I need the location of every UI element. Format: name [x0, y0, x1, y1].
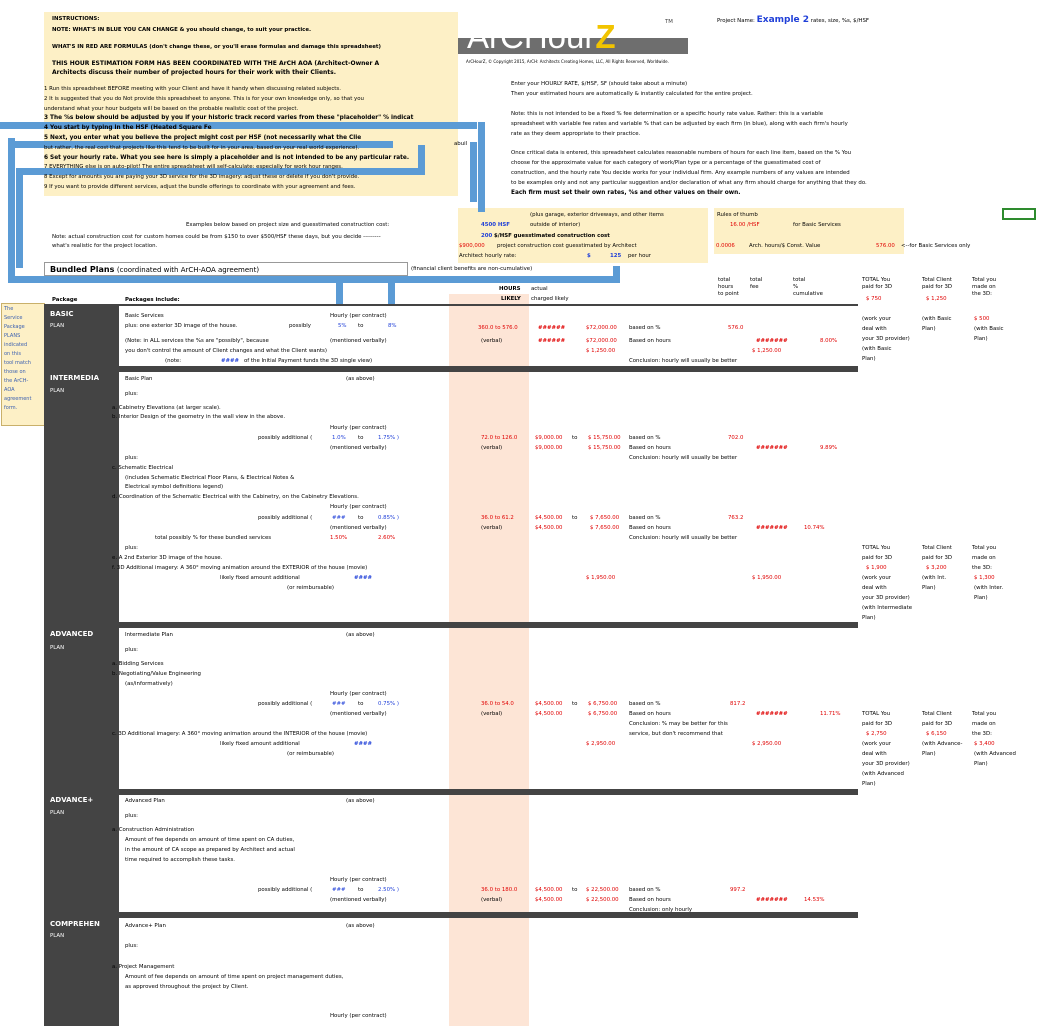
- intermediate-label-bg: [44, 372, 119, 622]
- intermediate-client-line: (with Int.: [922, 575, 947, 581]
- intermediate-made-line: Plan): [974, 595, 988, 601]
- intermediate-item-d: d. Coordination of the Schematic Electrical with the Cabinetry, on the Cabinetry Elevations.: [112, 494, 359, 500]
- intermediate-fee1c: $9,000.00: [535, 445, 563, 451]
- advanceplus-fee-c: $4,500.00: [535, 897, 563, 903]
- advanceplus-possibly: possibly additional (: [258, 887, 313, 893]
- col-hours: HOURS: [499, 286, 521, 292]
- instruction-step: 9 If you want to provide different services, adjust the bundle offerings to coordinate with your agreement and fees.: [44, 184, 356, 190]
- advanced-based-hours: Based on hours: [629, 711, 671, 717]
- intermediate-made-line: (with Inter.: [974, 585, 1004, 591]
- basic-services: Basic Services: [125, 313, 164, 319]
- basic-made: $ 500: [974, 316, 990, 322]
- advanceplus-name: ADVANCE+: [50, 796, 94, 804]
- intermediate-made: $ 1,300: [974, 575, 995, 581]
- intermediate-fee2d: $ 7,650.00: [590, 525, 620, 531]
- basic-based-pct: based on %: [629, 325, 661, 331]
- intermediate-verbal: (verbal): [481, 445, 503, 451]
- intermediate-fee-3d-total: $ 1,950.00: [752, 575, 782, 581]
- intermediate-item-c2: (includes Schematic Electrical Floor Plans, & Electrical Notes &: [125, 475, 295, 481]
- advanced-possibly: possibly additional (: [258, 701, 313, 707]
- bundled-title: Bundled Plans (coordinated with ArCH-AOA agreement): [50, 265, 260, 274]
- advanced-name: ADVANCED: [50, 630, 94, 638]
- intermediate-total-possibly: total possibly % for these bundled services: [155, 535, 272, 541]
- right-note-line: Each firm must set their own rates, %s and other values on their own.: [511, 189, 741, 196]
- adv-col-client0: Total Client: [922, 711, 952, 717]
- basic-work-line: deal with: [862, 326, 887, 332]
- comprehensive-name: COMPREHEN: [50, 920, 100, 928]
- col-charged: charged likely: [531, 296, 569, 302]
- plus-garage: (plus garage, exterior driveways, and other items: [530, 212, 664, 218]
- ratio-label: Arch. hours/$ Const. Value: [749, 243, 821, 249]
- comprehensive-item-a: a. Project Management: [112, 964, 175, 970]
- intermediate-fee-3d: $ 1,950.00: [586, 575, 616, 581]
- intermediate-based-hours2: Based on hours: [629, 525, 671, 531]
- basic-fee2: $72,000.00: [586, 338, 617, 344]
- advanced-fee-to: to: [572, 701, 578, 707]
- instructions-note-blue: NOTE: WHAT'S IN BLUE YOU CAN CHANGE & you should change, to suit your practice.: [52, 27, 312, 33]
- hourly-dollar: $: [587, 253, 591, 259]
- advanceplus-mentioned: (mentioned verbally): [330, 897, 387, 903]
- intermediate-work-line: (work your: [862, 575, 891, 581]
- intermediate-based-hours: Based on hours: [629, 445, 671, 451]
- cost-psf-input[interactable]: 200 $/HSF guesstimated construction cost: [481, 233, 610, 239]
- basic-note-text: of the Initial Payment funds the 3D single view): [244, 358, 373, 364]
- intermediate-to: to: [358, 435, 364, 441]
- advanced-item-c: c. 3D Additional imagery: A 360° moving animation around the INTERIOR of the house (movie): [112, 731, 368, 737]
- sidebar-note-line: Service: [4, 315, 23, 321]
- intermediate-pct2-low[interactable]: ###: [332, 515, 346, 521]
- estimator-label: architectural hour estimator: [728, 42, 855, 52]
- advanced-hash4: ####: [354, 741, 373, 747]
- adv-col-made0: Total you: [972, 711, 997, 717]
- right-note-line: Then your estimated hours are automatically & instantly calculated for the entire project.: [511, 90, 753, 97]
- advanced-item-b2: (as/informatively): [125, 681, 173, 687]
- col-total-fee: total fee: [750, 277, 763, 290]
- advanceplus-to: to: [358, 887, 364, 893]
- intermediate-work-line: deal with: [862, 585, 887, 591]
- instruction-step: 7 EVERYTHING else is on auto-pilot! The entire spreadsheet will self-calculate: especially for work hour ranges.: [44, 164, 343, 171]
- advanceplus-fee-b: $ 22,500.00: [586, 887, 619, 893]
- int-col-paid1: paid for 3D: [862, 555, 893, 561]
- intermediate-fee2a: $4,500.00: [535, 515, 563, 521]
- intermediate-hours1: 72.0 to 126.0: [481, 435, 518, 441]
- intermediate-tp-high: 2.60%: [378, 535, 396, 541]
- intermediate-pct1-low[interactable]: 1.0%: [332, 435, 346, 441]
- intermediate-hours2: 36.0 to 61.2: [481, 515, 514, 521]
- intermediate-work-line: (with Intermediate: [862, 605, 913, 611]
- intermediate-reimbursable: (or reimbursable): [287, 585, 334, 591]
- intermediate-total-hours2: 763.2: [728, 515, 744, 521]
- comprehensive-desc-line: Amount of fee depends on amount of time spent on project management duties,: [125, 974, 344, 980]
- advanceplus-total-hours: 997.2: [730, 887, 746, 893]
- basic-verbal: (verbal): [481, 338, 503, 344]
- basic-total-hash: #######: [756, 338, 788, 344]
- basic-hours-label: <--for Basic Services only: [901, 243, 971, 249]
- sidebar-note-line: tool match: [4, 360, 31, 366]
- sidebar-note-line: indicated: [4, 342, 28, 348]
- instruction-step: but rather, the real cost that projects like this tend to be built for in your area, based on your real world experience).: [44, 144, 360, 151]
- sidebar-note-line: on this: [4, 351, 21, 357]
- comprehensive-prev: Advance+ Plan: [125, 923, 166, 929]
- advanced-client-line: (with Advance-: [922, 741, 963, 747]
- basic-note-control: you don't control the amount of Client changes and what the Client wants): [125, 348, 327, 354]
- intermediate-pct2-high[interactable]: 0.85% ): [378, 515, 399, 521]
- intermediate-fee1a: $9,000.00: [535, 435, 563, 441]
- advanceplus-desc-line: time required to accomplish these tasks.: [125, 857, 236, 863]
- advanced-as-above: (as above): [346, 632, 375, 638]
- intermediate-hash4: ####: [354, 575, 373, 581]
- basic-conclusion: Conclusion: hourly will usually be better: [629, 358, 738, 364]
- instruction-step: 1 Run this spreadsheet BEFORE meeting with your Client and have it handy when discussing related subjects.: [44, 86, 341, 92]
- advanceplus-plan: PLAN: [50, 810, 65, 816]
- advanced-item-b: b. Negotiating/Value Engineering: [112, 671, 201, 677]
- right-note-line: Once critical data is entered, this spreadsheet calculates reasonable numbers of hours for each line item, based on the % You: [511, 150, 852, 157]
- intermediate-fee1d: $ 15,750.00: [588, 445, 621, 451]
- total-cost-label: project construction cost guesstimated by Architect: [497, 243, 637, 249]
- advanceplus-desc-line: in the amount of CA scope as prepared by Architect and actual: [125, 847, 295, 853]
- basic-note-hashes: ####: [221, 358, 240, 364]
- sidebar-note-line: PLANS: [4, 333, 21, 339]
- comprehensive-desc-line: as approved throughout the project by Client.: [125, 984, 249, 990]
- intermediate-total-hours1: 702.0: [728, 435, 744, 441]
- basic-fee3: $ 1,250.00: [586, 348, 616, 354]
- advanced-paid: $ 2,750: [866, 731, 887, 737]
- basic-work-line: your 3D provider): [862, 336, 910, 342]
- advanceplus-prev: Advanced Plan: [125, 798, 165, 804]
- advanced-hourly: Hourly (per contract): [330, 691, 387, 697]
- basic-hours-value: 576.00: [876, 243, 895, 249]
- advanced-pct-low[interactable]: ###: [332, 701, 346, 707]
- intermediate-total-pct1: 9.89%: [820, 445, 838, 451]
- comprehensive-plan: PLAN: [50, 933, 65, 939]
- advanceplus-pct-high[interactable]: 2.50% ): [378, 887, 399, 893]
- intermediate-verbal2: (verbal): [481, 525, 503, 531]
- advanceplus-total-hash: #######: [756, 897, 788, 903]
- advanced-label-bg: [44, 628, 119, 790]
- intermediate-as-above: (as above): [346, 376, 375, 382]
- advanced-conclusion1: Conclusion: % may be better for this: [629, 721, 728, 727]
- advanced-total-hash: #######: [756, 711, 788, 717]
- intermediate-item-c: c. Schematic Electrical: [112, 465, 174, 471]
- right-note-line: construction, and the hourly rate You decide works for your individual firm. Any example numbers of any values are intended: [511, 170, 850, 177]
- note-cost2: what's realistic for the project location.: [52, 243, 158, 249]
- outside-interior: outside of interior): [530, 222, 581, 228]
- advanced-reimbursable: (or reimbursable): [287, 751, 334, 757]
- adv-col-made1: made on: [972, 721, 996, 727]
- step5-suffix: abuil: [454, 141, 468, 147]
- advanced-fee-3d-total: $ 2,950.00: [752, 741, 782, 747]
- intermediate-mentioned2: (mentioned verbally): [330, 525, 387, 531]
- intermediate-item-a: a. Cabinetry Elevations (at larger scale).: [112, 405, 221, 411]
- int-col-paid0: TOTAL You: [862, 545, 891, 551]
- total-cost: $900,000: [459, 243, 485, 249]
- advanced-plan: PLAN: [50, 645, 65, 651]
- advanced-based-pct: based on %: [629, 701, 661, 707]
- basic-plus: plus: one exterior 3D image of the house.: [125, 323, 238, 329]
- intermediate-fee2c: $4,500.00: [535, 525, 563, 531]
- selected-cell[interactable]: [1002, 208, 1036, 220]
- instruction-step: 8 Except for amounts you are paying your 3D service for the 3D imagery: adjust these or delete if you don't provide.: [44, 174, 360, 181]
- intermediate-client-line: Plan): [922, 585, 936, 591]
- basic-client-line: (with Basic: [922, 316, 952, 322]
- intermediate-possibly2: possibly additional (: [258, 515, 313, 521]
- intermediate-likely-fixed: likely fixed amount additional: [220, 575, 300, 581]
- coordinated-line2: Architects discuss their number of projected hours for their work with their Clients.: [52, 69, 337, 76]
- advanceplus-fee-d: $ 22,500.00: [586, 897, 619, 903]
- intermediate-plus3: plus:: [125, 545, 138, 551]
- advanceplus-fee-to: to: [572, 887, 578, 893]
- advanced-total-pct: 11.71%: [820, 711, 841, 717]
- logo-wordmark: ArCHourZ: [467, 18, 616, 55]
- sidebar-note-line: Package: [4, 324, 25, 330]
- advanceplus-pct-low[interactable]: ###: [332, 887, 346, 893]
- basic-total-fee: $ 1,250.00: [752, 348, 782, 354]
- comprehensive-plus: plus:: [125, 943, 138, 949]
- advanced-work-line: your 3D provider): [862, 761, 910, 767]
- sidebar-note-line: agreement: [4, 396, 32, 402]
- adv-col-paid1: paid for 3D: [862, 721, 893, 727]
- instruction-step: 2 It is suggested that you do Not provide this spreadsheet to anyone. This is for your own knowledge only, so that you: [44, 95, 364, 102]
- advanceplus-hourly: Hourly (per contract): [330, 877, 387, 883]
- advanced-conclusion2: service, but don't recommend that: [629, 731, 723, 737]
- right-note-line: rate as they deem appropriate to their practice.: [511, 130, 641, 137]
- basic-hours-range: 360.0 to 576.0: [478, 325, 518, 331]
- intermediate-work-line: your 3D provider): [862, 595, 910, 601]
- sidebar-note-line: the ArCH-: [4, 378, 29, 384]
- intermediate-hourly: Hourly (per contract): [330, 425, 387, 431]
- int-col-made1: made on: [972, 555, 996, 561]
- examples-text: Examples below based on project size and guesstimated construction cost:: [186, 222, 390, 228]
- advanced-fee-3d: $ 2,950.00: [586, 741, 616, 747]
- intermediate-item-e: e. A 2nd Exterior 3D image of the house.: [112, 555, 223, 561]
- basic-work-line: Plan): [862, 356, 876, 362]
- advanced-plus: plus:: [125, 647, 138, 653]
- advanced-made-line: Plan): [974, 761, 988, 767]
- instruction-step: understand what your hour budgets will be based on the probable realistic cost of the project.: [44, 105, 299, 112]
- sidebar-note-line: AOA: [4, 387, 15, 393]
- instruction-step: 5 Next, you enter what you believe the project might cost per HSF (not necessarily what the Clie: [44, 135, 362, 141]
- int-col-client0: Total Client: [922, 545, 952, 551]
- intermediate-item-b: b. Interior Design of the geometry in the wall view in the above.: [112, 414, 286, 420]
- basic-note-all: (Note: in ALL services the %s are "possibly", because: [125, 338, 269, 344]
- advanced-client-line: Plan): [922, 751, 936, 757]
- advanced-prev: Intermediate Plan: [125, 632, 173, 638]
- comprehensive-hourly: Hourly (per contract): [330, 1013, 387, 1019]
- instructions-title: INSTRUCTIONS:: [52, 16, 100, 22]
- intermediate-fee1b: $ 15,750.00: [588, 435, 621, 441]
- basic-fee1: $72,000.00: [586, 325, 617, 331]
- basic-possibly: possibly: [289, 323, 311, 329]
- copyright: ArCHourZ, © Copyright 2015, ArCH: Architects Creating Homes, LLC, All Rights Reserved, Worldwide.: [466, 59, 669, 64]
- basic-client: $ 1,250: [926, 296, 947, 302]
- intermediate-plus2: plus:: [125, 455, 138, 461]
- advanced-client: $ 6,150: [926, 731, 947, 737]
- advanced-verbal: (verbal): [481, 711, 503, 717]
- advanced-item-a: a. Bidding Services: [112, 661, 164, 667]
- intermediate-pct1-high[interactable]: 1.75% ): [378, 435, 399, 441]
- advanced-work-line: Plan): [862, 781, 876, 787]
- intermediate-conclusion1: Conclusion: hourly will usually be better: [629, 455, 738, 461]
- basic-made-line: (with Basic: [974, 326, 1004, 332]
- intermediate-total-hash1: #######: [756, 445, 788, 451]
- financial-note: (financial client benefits are non-cumulative): [411, 266, 533, 272]
- rules-label: Rules of thumb: [717, 212, 758, 218]
- basic-pct-low[interactable]: 5%: [338, 323, 347, 329]
- basic-plan: PLAN: [50, 323, 65, 329]
- int-col-client1: paid for 3D: [922, 555, 953, 561]
- sidebar-note-line: those on: [4, 369, 26, 375]
- advanceplus-total-pct: 14.53%: [804, 897, 825, 903]
- col-total-made: Total you made on the 3D:: [972, 277, 997, 297]
- intermediate-fee-to: to: [572, 435, 578, 441]
- advanced-fee-d: $ 6,750.00: [588, 711, 618, 717]
- basic-hash1: ######: [538, 325, 566, 331]
- right-note-line: choose for the approximate value for each category of work/Plan type or a percentage of the guesstimated cost of: [511, 160, 821, 167]
- advanced-made: $ 3,400: [974, 741, 995, 747]
- intermediate-conclusion2: Conclusion: hourly will usually be better: [629, 535, 738, 541]
- intermediate-plus: plus:: [125, 391, 138, 397]
- hourly-unit: per hour: [628, 253, 652, 259]
- basic-hash2: ######: [538, 338, 566, 344]
- advanced-total-hours: 817.2: [730, 701, 746, 707]
- advanced-pct-high[interactable]: 0.75% ): [378, 701, 399, 707]
- hourly-rate-label: Architect hourly rate:: [459, 253, 517, 259]
- col-total-client: Total Client paid for 3D: [922, 277, 953, 290]
- advanceplus-conclusion: Conclusion: only hourly: [629, 907, 693, 913]
- intermediate-hourly2: Hourly (per contract): [330, 504, 387, 510]
- basic-note-label: (note:: [165, 358, 182, 364]
- basic-work-line: (with Basic: [862, 346, 892, 352]
- advanceplus-desc-line: Amount of fee depends on amount of time spent on CA duties,: [125, 837, 295, 843]
- instruction-step: 3 The %s below should be adjusted by you if your historic track record varies from these "placeholder" % indicat: [44, 115, 414, 122]
- trademark-mark: TM: [665, 19, 673, 25]
- comprehensive-as-above: (as above): [346, 923, 375, 929]
- advanced-work-line: (with Advanced: [862, 771, 904, 777]
- intermediate-based-pct2: based on %: [629, 515, 661, 521]
- instruction-step: 6 Set your hourly rate. What you see here is simply a placeholder and is not intended to be any particular rate.: [44, 154, 410, 161]
- project-name[interactable]: Project Name: Example 2 rates, size, %s, $/HSF: [717, 15, 870, 25]
- int-col-made2: the 3D:: [972, 565, 992, 571]
- intermediate-mentioned: (mentioned verbally): [330, 445, 387, 451]
- intermediate-fee2b: $ 7,650.00: [590, 515, 620, 521]
- right-note-line: Enter your HOURLY RATE, $/HSF, SF (should take about a minute): [511, 81, 688, 87]
- coordinated-line1: THIS HOUR ESTIMATION FORM HAS BEEN COORDINATED WITH THE ArCH AOA (Architect-Owner A: [52, 60, 380, 67]
- rule-value: 16.00 /HSF: [730, 222, 760, 228]
- intermediate-plan: PLAN: [50, 388, 65, 394]
- advanced-fee-c: $4,500.00: [535, 711, 563, 717]
- col-total-paid: TOTAL You paid for 3D: [862, 277, 893, 290]
- basic-work-line: (work your: [862, 316, 891, 322]
- intermediate-fee-to2: to: [572, 515, 578, 521]
- col-package: Package: [52, 297, 78, 303]
- basic-made-line: Plan): [974, 336, 988, 342]
- intermediate-to2: to: [358, 515, 364, 521]
- intermediate-paid: $ 1,900: [866, 565, 887, 571]
- basic-client-line: Plan): [922, 326, 936, 332]
- basic-total-pct: 8.00%: [820, 338, 838, 344]
- advanced-mentioned: (mentioned verbally): [330, 711, 387, 717]
- advanceplus-as-above: (as above): [346, 798, 375, 804]
- hourly-rate-input[interactable]: 125: [610, 253, 622, 259]
- basic-hourly: Hourly (per contract): [330, 313, 387, 319]
- intermediate-possibly: possibly additional (: [258, 435, 313, 441]
- advanced-made-line: (with Advanced: [974, 751, 1016, 757]
- advanceplus-based-pct: based on %: [629, 887, 661, 893]
- right-note-line: Note: this is not intended to be a fixed % fee determination or a specific hourly rate value. Rather: this is a variable: [511, 110, 824, 117]
- sidebar-note-line: form.: [4, 405, 18, 411]
- advanceplus-plus: plus:: [125, 813, 138, 819]
- col-total-hours: total hours to point: [718, 277, 739, 297]
- advanceplus-verbal: (verbal): [481, 897, 503, 903]
- right-note-line: to be examples only and not any particular suggestion and/or declaration of what any firm should charge for anything that they do.: [511, 180, 867, 186]
- instruction-step: 4 You start by typing in the HSF (Heated Square Fe: [44, 125, 212, 132]
- basic-to: to: [358, 323, 364, 329]
- advanceplus-item-a: a. Construction Administration: [112, 827, 195, 833]
- col-includes: Packages include:: [125, 297, 180, 303]
- advanceplus-hours: 36.0 to 180.0: [481, 887, 518, 893]
- intermediate-based-pct: based on %: [629, 435, 661, 441]
- intermediate-work-line: Plan): [862, 615, 876, 621]
- intermediate-total-pct2: 10.74%: [804, 525, 825, 531]
- adv-col-made2: the 3D:: [972, 731, 992, 737]
- intermediate-total-hash2: #######: [756, 525, 788, 531]
- advanced-to: to: [358, 701, 364, 707]
- rule-desc: for Basic Services: [793, 222, 841, 228]
- adv-col-client1: paid for 3D: [922, 721, 953, 727]
- advanced-likely-fixed: likely fixed amount additional: [220, 741, 300, 747]
- advanceplus-based-hours: Based on hours: [629, 897, 671, 903]
- int-col-made0: Total you: [972, 545, 997, 551]
- basic-name: BASIC: [50, 310, 74, 318]
- col-likely: LIKELY: [501, 296, 521, 302]
- basic-based-hours: Based on hours: [629, 338, 671, 344]
- intermediate-name: INTERMEDIA: [50, 374, 99, 382]
- advanced-work-line: (work your: [862, 741, 891, 747]
- basic-pct-high[interactable]: 8%: [388, 323, 397, 329]
- basic-paid: $ 750: [866, 296, 882, 302]
- intermediate-item-f: f. 3D Additional imagery: A 360° moving animation around the EXTERIOR of the house (movie): [112, 565, 368, 571]
- intermediate-prev: Basic Plan: [125, 376, 153, 382]
- advanced-work-line: deal with: [862, 751, 887, 757]
- intermediate-item-c3: Electrical symbol definitions legend): [125, 484, 224, 490]
- adv-col-paid0: TOTAL You: [862, 711, 891, 717]
- note-cost: Note: actual construction cost for custom homes could be from $150 to over $500/HSF these days, but you decide ---------: [52, 234, 381, 240]
- advanceplus-fee-a: $4,500.00: [535, 887, 563, 893]
- intermediate-tp-low: 1.50%: [330, 535, 348, 541]
- instructions-note-red: WHAT'S IN RED ARE FORMULAS (don't change these, or you'll erase formulas and damage this spreadsheet): [52, 44, 381, 50]
- advanced-fee-b: $ 6,750.00: [588, 701, 618, 707]
- col-total-pct: total % cumulative: [793, 277, 823, 297]
- advanced-hours: 36.0 to 54.0: [481, 701, 514, 707]
- basic-total-hours: 576.0: [728, 325, 744, 331]
- hsf-input[interactable]: 4500 HSF: [481, 222, 510, 228]
- ratio-value: 0.0006: [716, 243, 735, 249]
- right-note-line: spreadsheet with variable fee rates and variable % that can be adjusted by each firm (in blue), along with each firm's hourly: [511, 120, 848, 127]
- col-actual: actual: [531, 286, 548, 292]
- advanced-fee-a: $4,500.00: [535, 701, 563, 707]
- intermediate-client: $ 3,200: [926, 565, 947, 571]
- sidebar-note-line: The: [4, 306, 14, 312]
- basic-mentioned: (mentioned verbally): [330, 338, 387, 344]
